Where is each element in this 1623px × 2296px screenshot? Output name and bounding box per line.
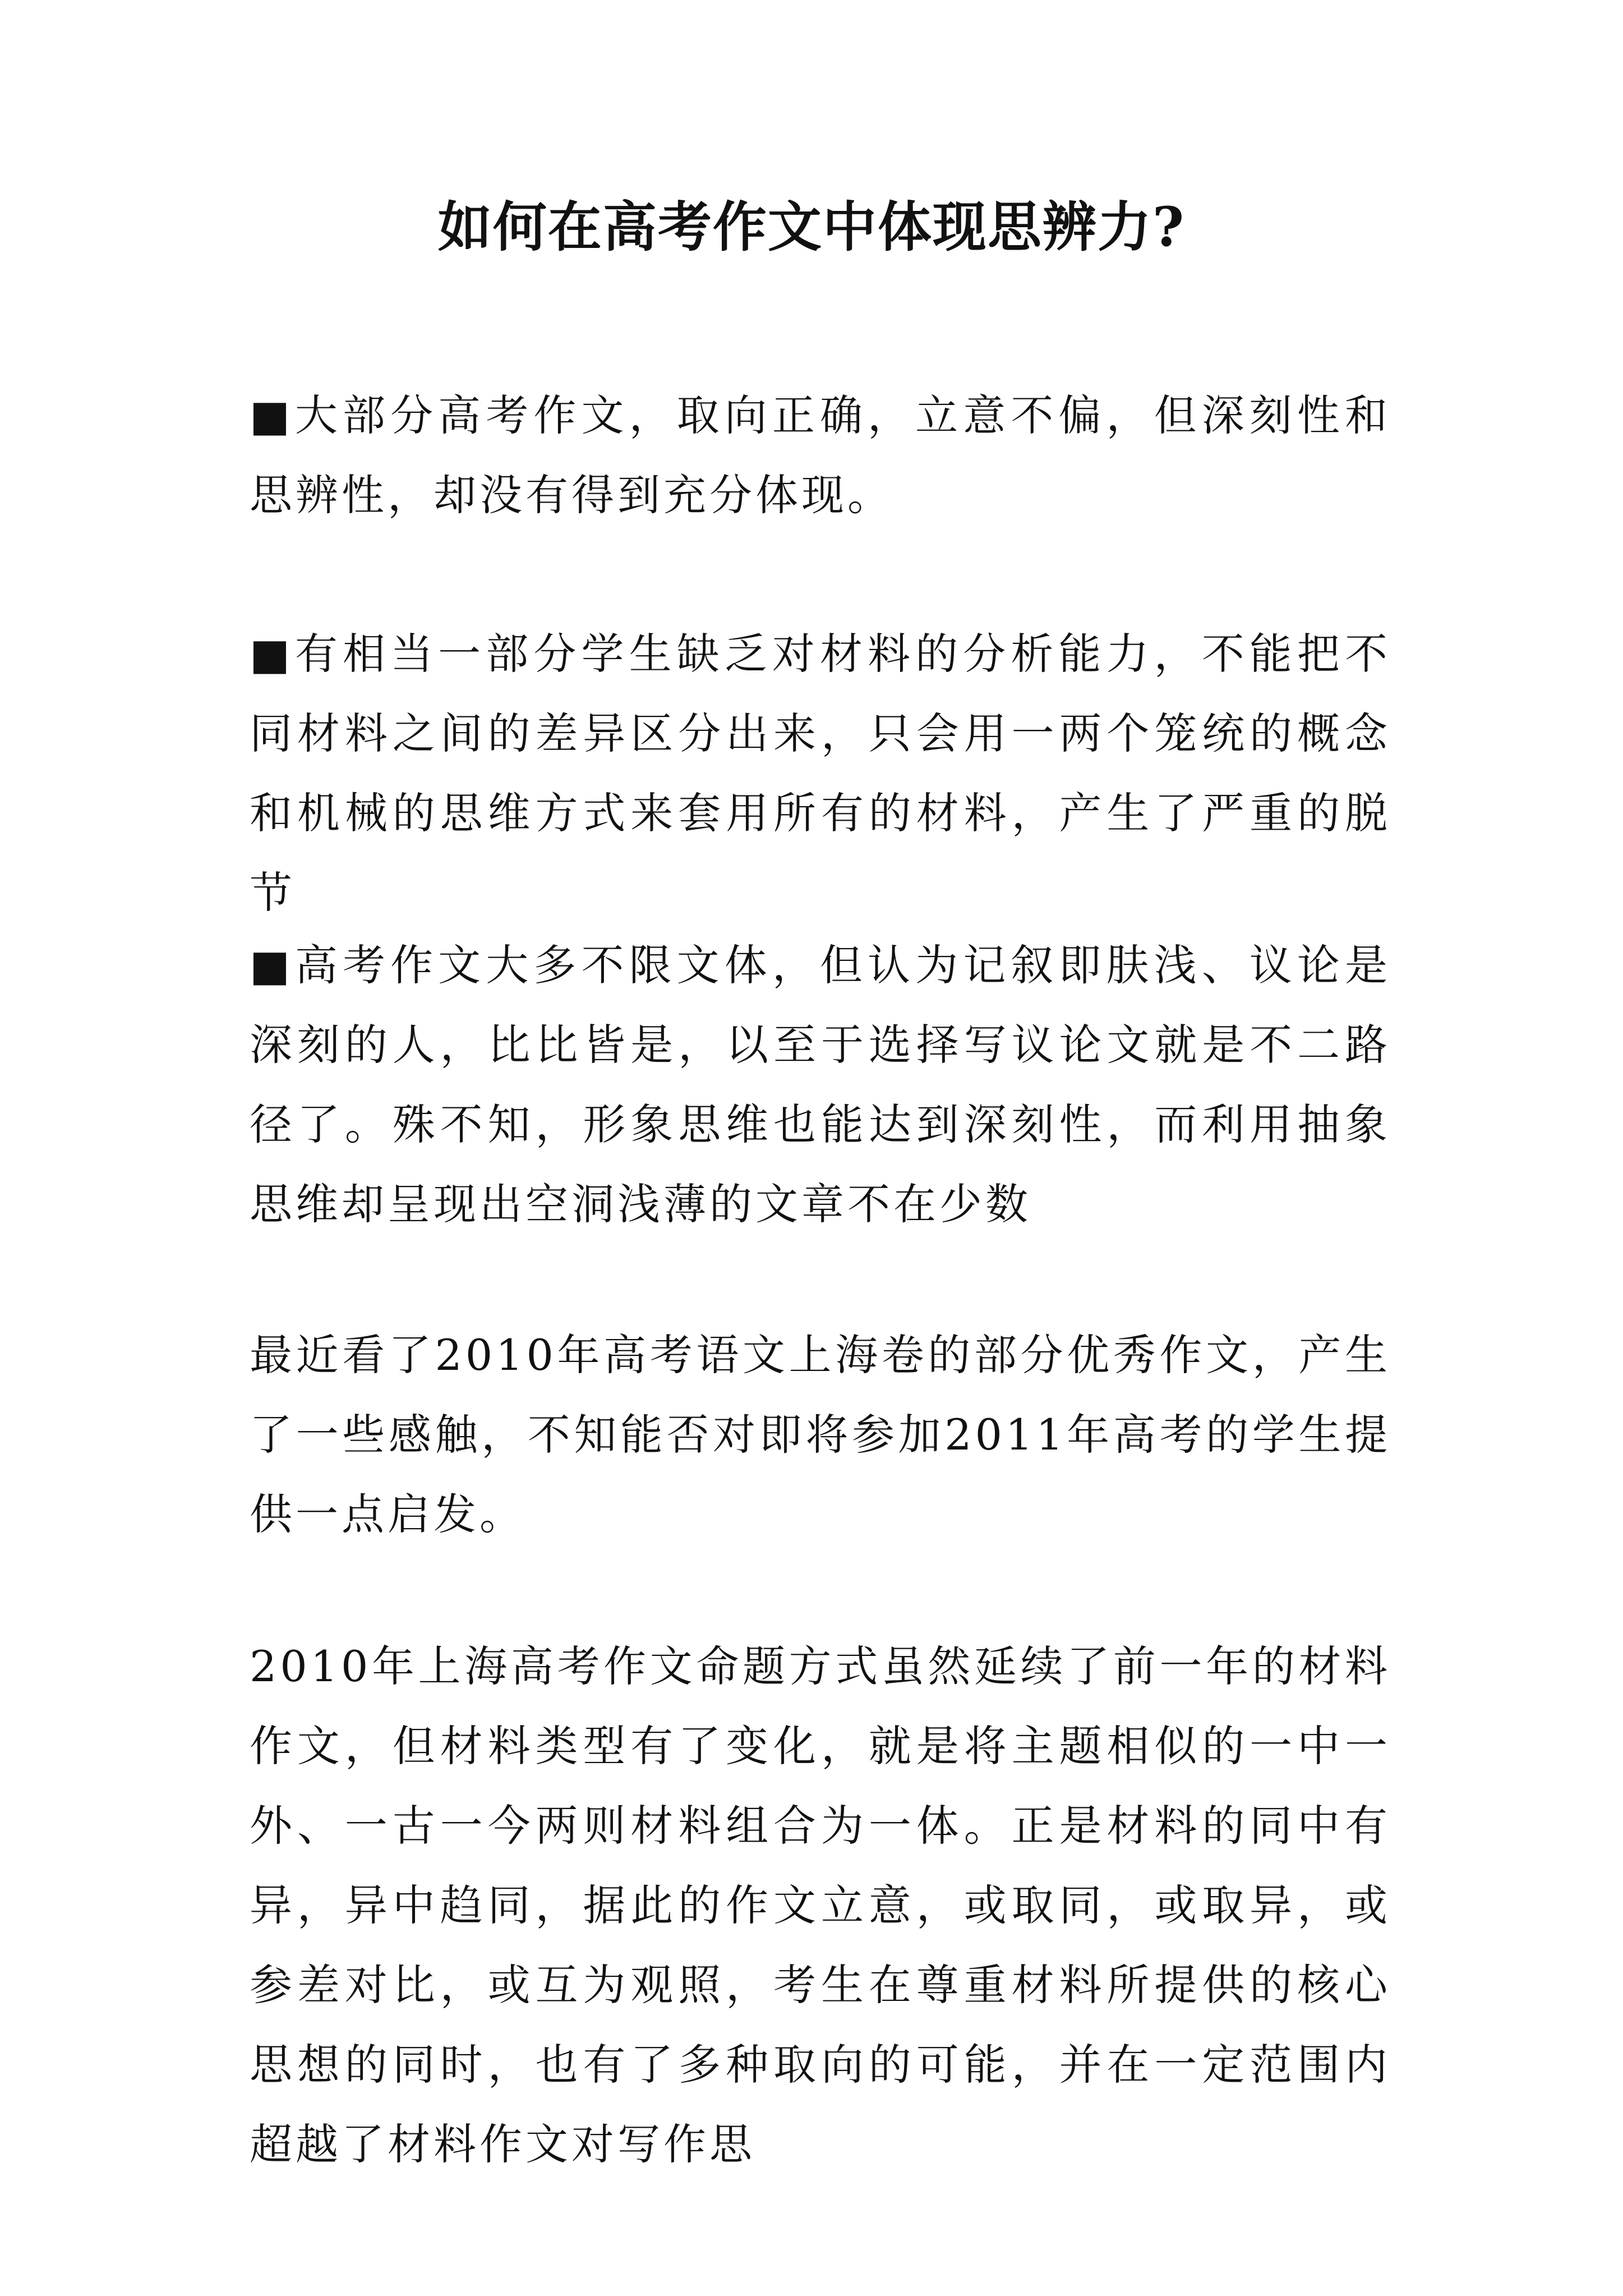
paragraph-1: ■大部分高考作文，取向正确，立意不偏，但深刻性和思辨性，却没有得到充分体现。	[250, 390, 1391, 520]
paragraph-5: 2010年上海高考作文命题方式虽然延续了前一年的材料作文，但材料类型有了变化，就是将主题相似的一中一外、一古一今两则材料组合为一体。正是材料的同中有异，异中趋同，据此的作文立意，或取同，或取异，或参差对比，或互为观照，考生在尊重材料所提供的核心思想的同时，也有了多种取向的可能，并在一定范围内超越了材料作文对写作思	[250, 1641, 1391, 2169]
paragraph-4: 最近看了2010年高考语文上海卷的部分优秀作文，产生了一些感触，不知能否对即将参加2011年高考的学生提供一点启发。	[250, 1330, 1391, 1539]
paragraph-3: ■高考作文大多不限文体，但认为记叙即肤浅、议论是深刻的人，比比皆是，以至于选择写议论文就是不二路径了。殊不知，形象思维也能达到深刻性，而利用抽象思维却呈现出空洞浅薄的文章不在少数	[250, 940, 1391, 1229]
page-title: 如何在高考作文中体现思辨力?	[437, 195, 1186, 259]
paragraph-2: ■有相当一部分学生缺乏对材料的分析能力，不能把不同材料之间的差异区分出来，只会用一两个笼统的概念和机械的思维方式来套用所有的材料，产生了严重的脱节	[250, 629, 1391, 918]
